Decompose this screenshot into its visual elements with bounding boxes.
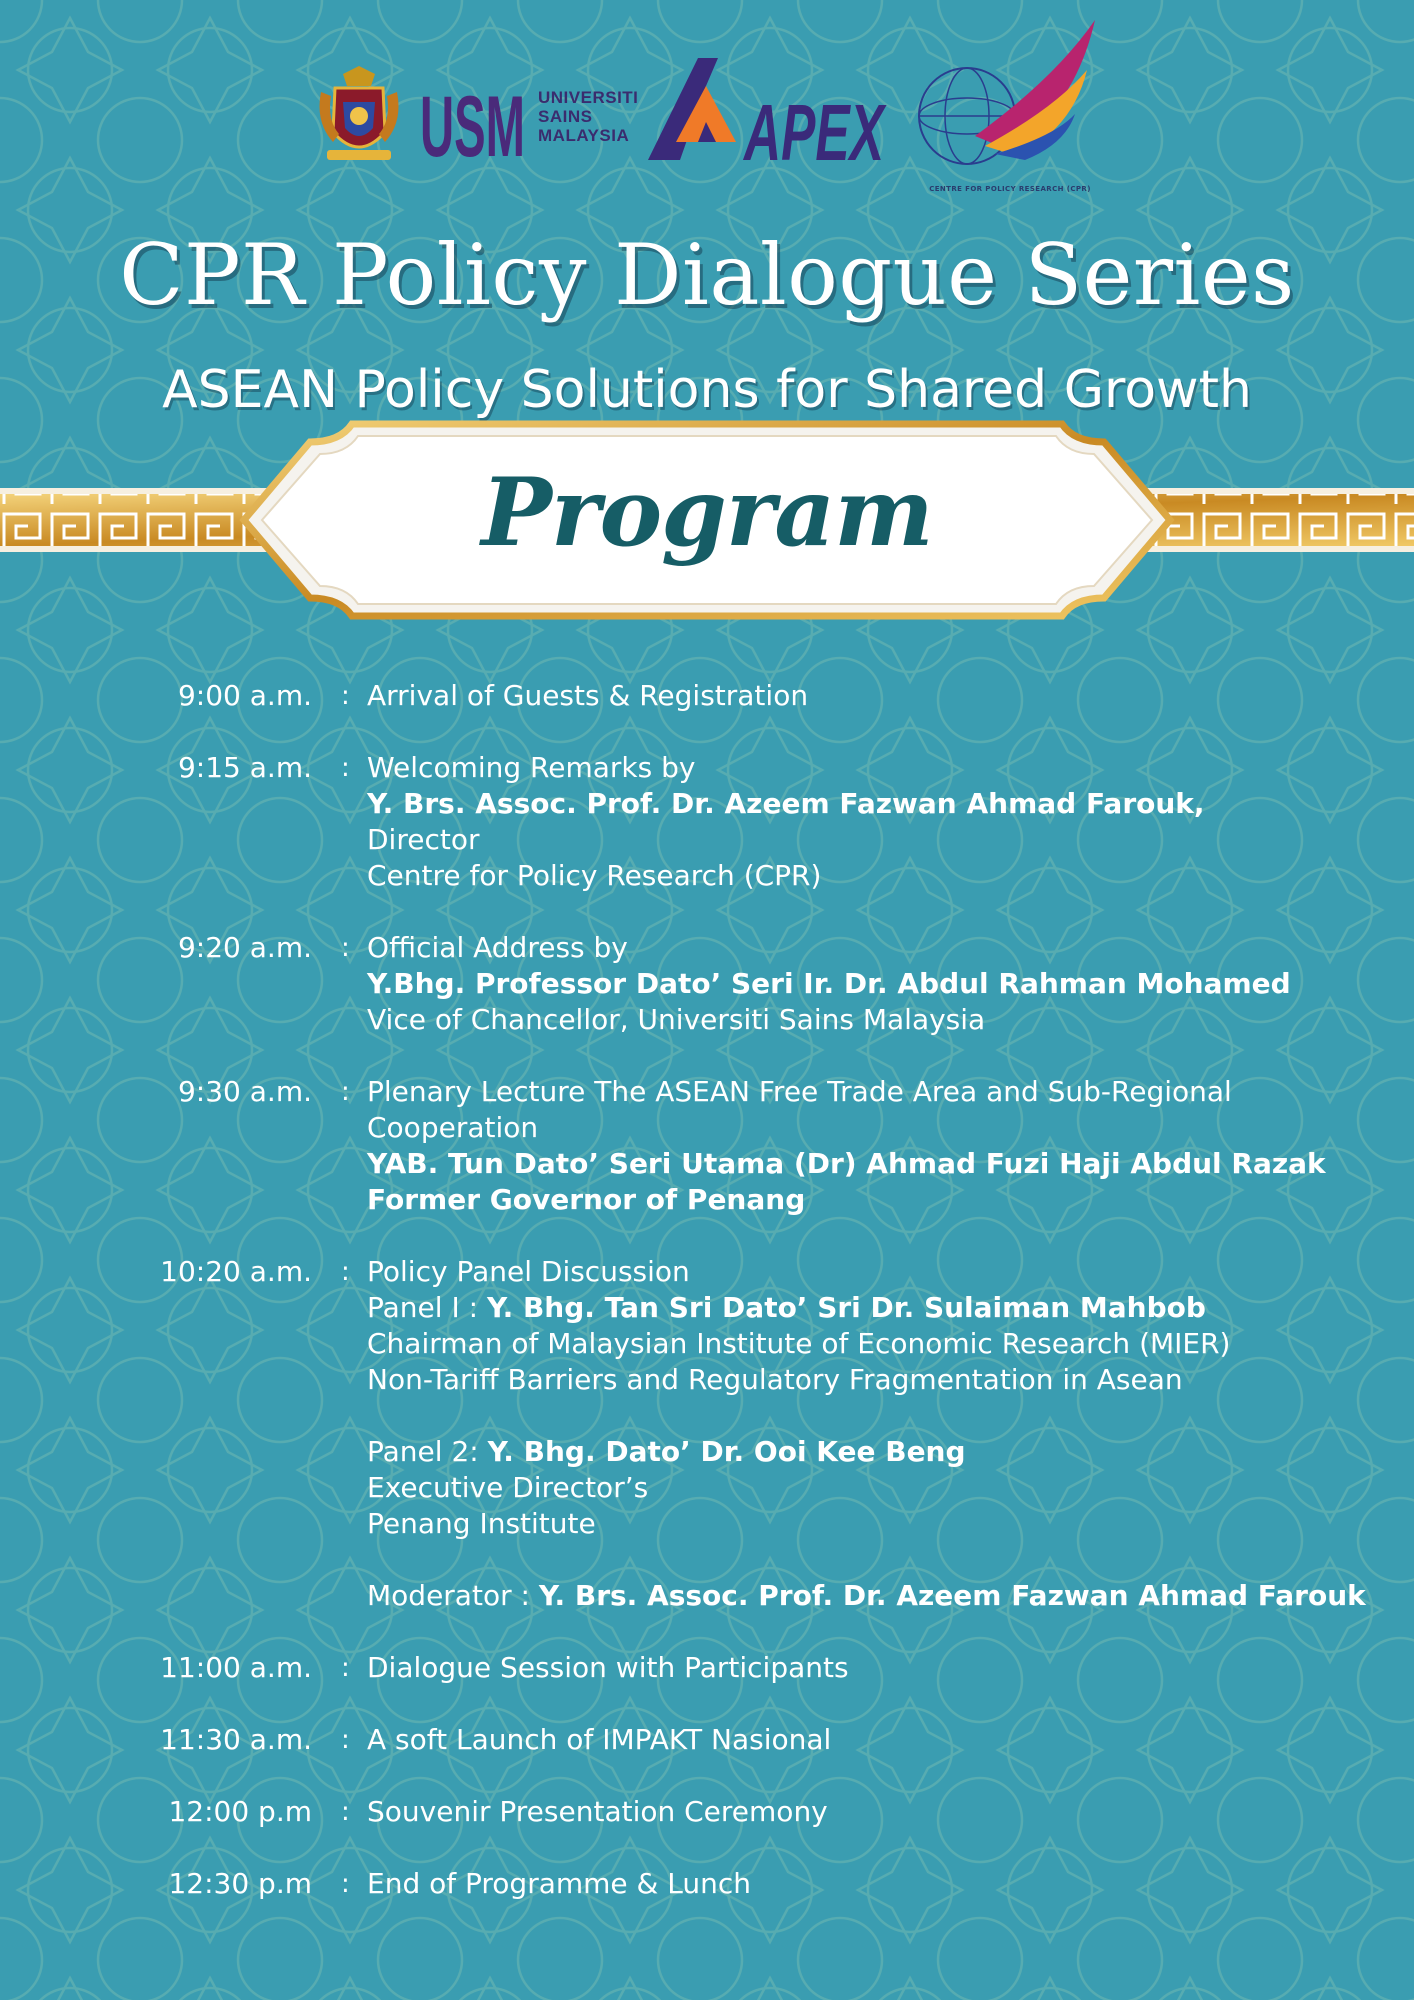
schedule-details xyxy=(367,1866,1407,1902)
schedule-separator: : xyxy=(341,1725,350,1755)
program-label: Program xyxy=(481,458,933,568)
schedule-line xyxy=(367,1110,1407,1146)
schedule-item xyxy=(0,1866,1414,1902)
usm-name-line: UNIVERSITI xyxy=(538,88,639,107)
schedule-item xyxy=(0,930,1414,1038)
schedule-time: 9:15 a.m. xyxy=(177,751,312,784)
schedule-line xyxy=(367,1866,1407,1902)
schedule-item xyxy=(0,1650,1414,1686)
schedule-text: Penang Institute xyxy=(367,1507,596,1540)
apex-mark-text: APEX xyxy=(742,88,887,170)
line-spacer xyxy=(367,1542,1407,1578)
schedule-text: Panel I : xyxy=(367,1291,487,1324)
row-gap xyxy=(0,1218,1414,1254)
schedule-separator: : xyxy=(341,1653,350,1683)
logo-row xyxy=(0,10,1414,200)
schedule-line xyxy=(367,786,1407,822)
schedule-separator: : xyxy=(341,753,350,783)
schedule-item xyxy=(0,750,1414,894)
speaker-name: YAB. Tun Dato’ Seri Utama (Dr) Ahmad Fuzi Haji Abdul Razak xyxy=(367,1147,1326,1180)
schedule-item xyxy=(0,1254,1414,1614)
schedule-line xyxy=(367,858,1407,894)
row-gap xyxy=(0,714,1414,750)
schedule-line xyxy=(367,1326,1407,1362)
schedule-text: Director xyxy=(367,823,480,856)
usm-name-line: MALAYSIA xyxy=(538,126,630,145)
schedule-text: Dialogue Session with Participants xyxy=(367,1651,849,1684)
schedule-line xyxy=(367,1578,1407,1614)
row-gap xyxy=(0,1758,1414,1794)
schedule-separator: : xyxy=(341,1077,350,1107)
schedule-details xyxy=(367,1650,1407,1686)
schedule-line xyxy=(367,1074,1407,1110)
schedule-time: 12:00 p.m xyxy=(168,1795,312,1828)
schedule-separator: : xyxy=(341,1869,350,1899)
row-gap xyxy=(0,1686,1414,1722)
row-gap xyxy=(0,1038,1414,1074)
schedule-details xyxy=(367,1794,1407,1830)
schedule-text: Chairman of Malaysian Institute of Economic Research (MIER) xyxy=(367,1327,1231,1360)
schedule-details xyxy=(367,1074,1407,1218)
schedule-line xyxy=(367,1002,1407,1038)
cpr-caption: CENTRE FOR POLICY RESEARCH (CPR) xyxy=(929,185,1091,193)
schedule-text: Souvenir Presentation Ceremony xyxy=(367,1795,828,1828)
schedule-time: 12:30 p.m xyxy=(168,1867,312,1900)
schedule-separator: : xyxy=(341,1257,350,1287)
schedule-line xyxy=(367,1794,1407,1830)
schedule-line xyxy=(367,1182,1407,1218)
schedule-line xyxy=(367,1362,1407,1398)
schedule-item xyxy=(0,1722,1414,1758)
schedule-details xyxy=(367,750,1407,894)
usm-name xyxy=(538,88,638,145)
schedule-text: Non-Tariff Barriers and Regulatory Fragmentation in Asean xyxy=(367,1363,1183,1396)
schedule-separator: : xyxy=(341,1797,350,1827)
schedule-text: Vice of Chancellor, Universiti Sains Malaysia xyxy=(367,1003,986,1036)
schedule-details xyxy=(367,678,1407,714)
schedule-time: 9:20 a.m. xyxy=(177,931,312,964)
speaker-name: Former Governor of Penang xyxy=(367,1183,806,1216)
schedule-line xyxy=(367,930,1407,966)
schedule-line xyxy=(367,1650,1407,1686)
schedule-line xyxy=(367,1146,1407,1182)
apex-logo xyxy=(640,50,890,170)
schedule-line xyxy=(367,1254,1407,1290)
schedule-details xyxy=(367,1722,1407,1758)
schedule-line xyxy=(367,1290,1407,1326)
schedule-text: Welcoming Remarks by xyxy=(367,751,696,784)
speaker-name: Y. Bhg. Tan Sri Dato’ Sri Dr. Sulaiman Mahbob xyxy=(486,1291,1206,1324)
speaker-name: Y. Brs. Assoc. Prof. Dr. Azeem Fazwan Ahmad Farouk xyxy=(538,1579,1366,1612)
schedule-time: 10:20 a.m. xyxy=(160,1255,312,1288)
cpr-logo xyxy=(905,18,1105,166)
page-title: CPR Policy Dialogue Series xyxy=(119,226,1295,324)
usm-mark-text: USM xyxy=(420,79,525,168)
schedule-text: Official Address by xyxy=(367,931,628,964)
schedule-time: 9:30 a.m. xyxy=(177,1075,312,1108)
schedule-line xyxy=(367,822,1407,858)
schedule-text: Policy Panel Discussion xyxy=(367,1255,690,1288)
schedule-list xyxy=(0,678,1414,1902)
usm-crest-icon xyxy=(313,62,405,166)
schedule-text: Cooperation xyxy=(367,1111,539,1144)
row-gap xyxy=(0,1614,1414,1650)
schedule-line xyxy=(367,1434,1407,1470)
schedule-text: Executive Director’s xyxy=(367,1471,649,1504)
usm-name-line: SAINS xyxy=(538,107,593,126)
schedule-text: Plenary Lecture The ASEAN Free Trade Area and Sub-Regional xyxy=(367,1075,1232,1108)
schedule-time: 11:30 a.m. xyxy=(160,1723,312,1756)
schedule-text: Moderator : xyxy=(367,1579,539,1612)
schedule-item xyxy=(0,1794,1414,1830)
schedule-line xyxy=(367,750,1407,786)
schedule-line xyxy=(367,966,1407,1002)
schedule-line xyxy=(367,1722,1407,1758)
schedule-text: Centre for Policy Research (CPR) xyxy=(367,859,822,892)
schedule-separator: : xyxy=(341,681,350,711)
schedule-time: 9:00 a.m. xyxy=(177,679,312,712)
schedule-text: Arrival of Guests & Registration xyxy=(367,679,809,712)
schedule-details xyxy=(367,930,1407,1038)
line-spacer xyxy=(367,1398,1407,1434)
schedule-text: A soft Launch of IMPAKT Nasional xyxy=(367,1723,832,1756)
speaker-name: Y. Brs. Assoc. Prof. Dr. Azeem Fazwan Ahmad Farouk, xyxy=(367,787,1205,820)
schedule-separator: : xyxy=(341,933,350,963)
speaker-name: Y. Bhg. Dato’ Dr. Ooi Kee Beng xyxy=(487,1435,966,1468)
row-gap xyxy=(0,1830,1414,1866)
schedule-line xyxy=(367,1470,1407,1506)
schedule-item xyxy=(0,678,1414,714)
row-gap xyxy=(0,894,1414,930)
usm-logo-mark xyxy=(420,78,525,168)
schedule-line xyxy=(367,678,1407,714)
schedule-details xyxy=(367,1254,1407,1614)
schedule-text: End of Programme & Lunch xyxy=(367,1867,752,1900)
schedule-item xyxy=(0,1074,1414,1218)
schedule-line xyxy=(367,1506,1407,1542)
schedule-time: 11:00 a.m. xyxy=(160,1651,312,1684)
speaker-name: Y.Bhg. Professor Dato’ Seri Ir. Dr. Abdul Rahman Mohamed xyxy=(367,967,1291,1000)
program-banner xyxy=(0,420,1414,660)
schedule-text: Panel 2: xyxy=(367,1435,488,1468)
page-subtitle: ASEAN Policy Solutions for Shared Growth xyxy=(162,360,1252,420)
